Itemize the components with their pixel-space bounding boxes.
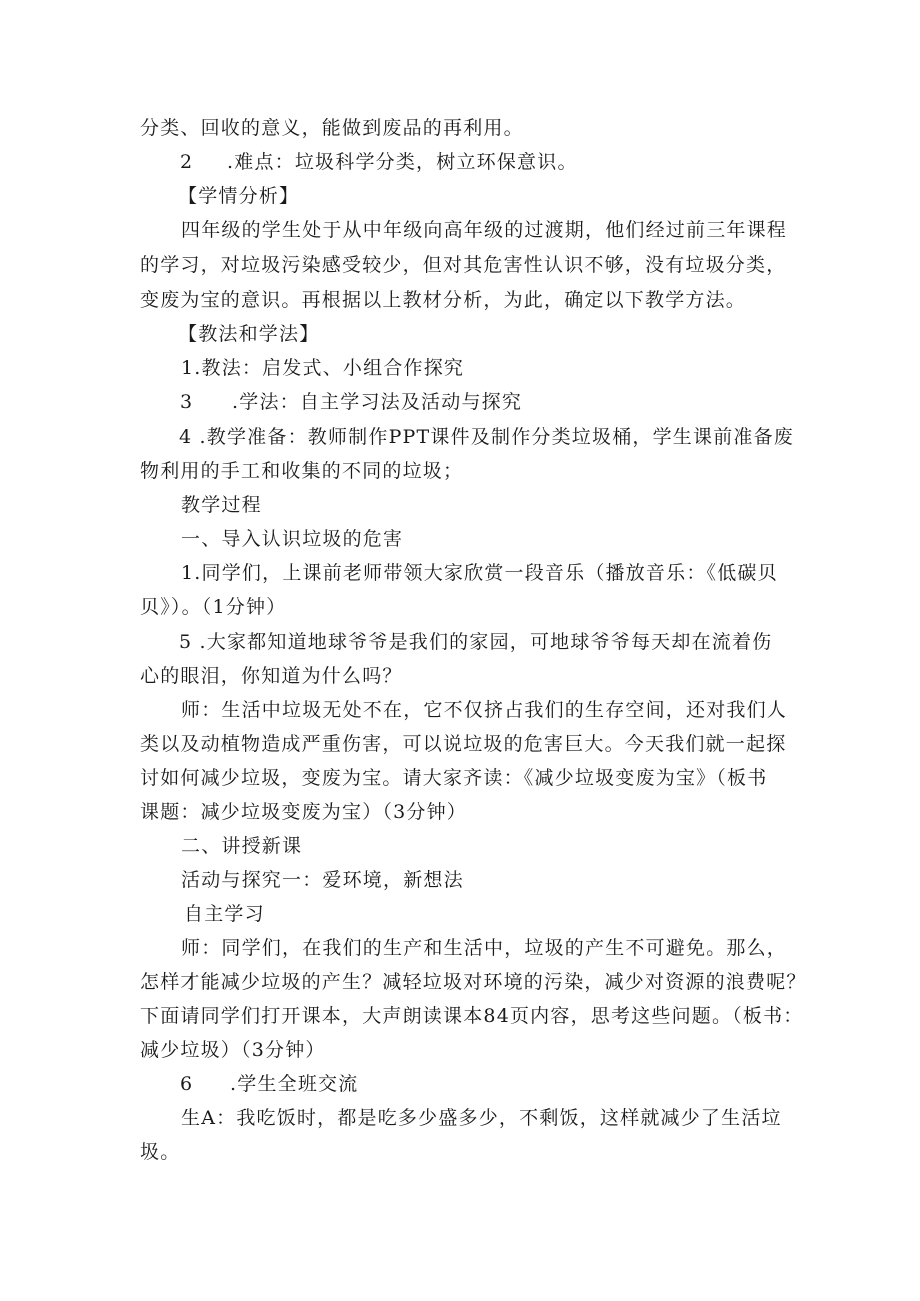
paragraph-line: 生A：我吃饭时，都是吃多少盛多少，不剩饭，这样就减少了生活垃 [181,1107,782,1129]
subsection-heading: 活动与探究一：爱环境，新想法 [181,869,464,891]
section-heading: 一、导入认识垃圾的危害 [181,528,404,550]
list-number: 6 [180,1073,194,1095]
paragraph-line: 1.同学们，上课前老师带领大家欣赏一段音乐（播放音乐：《低碳贝 [181,562,778,584]
paragraph-line: 圾。 [140,1141,181,1163]
paragraph-line: 减少垃圾）（3分钟） [140,1039,326,1061]
paragraph-line: 5 .大家都知道地球爷爷是我们的家园，可地球爷爷每天却在流着伤 [179,631,773,653]
paragraph-line: 课题：减少垃圾变废为宝）（3分钟） [140,801,467,823]
paragraph-line: 下面请同学们打开课本，大声朗读课本84页内容，思考这些问题。（板书： [140,1005,804,1027]
paragraph-line: 物利用的手工和收集的不同的垃圾； [140,460,464,482]
section-heading: 【学情分析】 [178,185,300,207]
paragraph-line: 的学习，对垃圾污染感受较少，但对其危害性认识不够，没有垃圾分类， [140,254,787,276]
paragraph-line: 分类、回收的意义，能做到废品的再利用。 [140,117,524,139]
paragraph-line: 4 .教学准备：教师制作PPT课件及制作分类垃圾桶，学生课前准备废 [179,426,795,448]
line-text: .难点：垃圾科学分类，树立环保意识。 [227,151,578,173]
paragraph-line: 类以及动植物造成严重伤害，可以说垃圾的危害巨大。今天我们就一起探 [140,733,787,755]
list-number: 2 [180,151,194,173]
paragraph-line: 心的眼泪，你知道为什么吗？ [140,665,403,687]
paragraph-line: 1.教法：启发式、小组合作探究 [181,357,465,379]
subsection-heading: 自主学习 [184,903,265,925]
line-text: .学生全班交流 [230,1073,359,1095]
numbered-line [180,150,578,174]
section-heading: 【教法和学法】 [178,323,320,345]
paragraph-line: 讨如何减少垃圾，变废为宝。请大家齐读：《减少垃圾变废为宝》（板书 [140,767,768,789]
paragraph-line: 四年级的学生处于从中年级向高年级的过渡期，他们经过前三年课程 [181,219,788,241]
paragraph-line: 变废为宝的意识。再根据以上教材分析，为此，确定以下教学方法。 [140,289,747,311]
line-text: .学法：自主学习法及活动与探究 [232,391,523,413]
paragraph-line: 贝》）。（1分钟） [140,596,287,618]
paragraph-line: 怎样才能减少垃圾的产生？减轻垃圾对环境的污染，减少对资源的浪费呢？ [140,971,807,993]
section-heading: 教学过程 [181,494,262,516]
numbered-line [180,1072,358,1096]
list-number: 3 [180,391,194,413]
section-heading: 二、讲授新课 [181,835,303,857]
paragraph-line: 师：同学们，在我们的生产和生活中，垃圾的产生不可避免。那么， [181,937,788,959]
paragraph-line: 师：生活中垃圾无处不在，它不仅挤占我们的生存空间，还对我们人 [181,699,788,721]
numbered-line [180,390,522,414]
